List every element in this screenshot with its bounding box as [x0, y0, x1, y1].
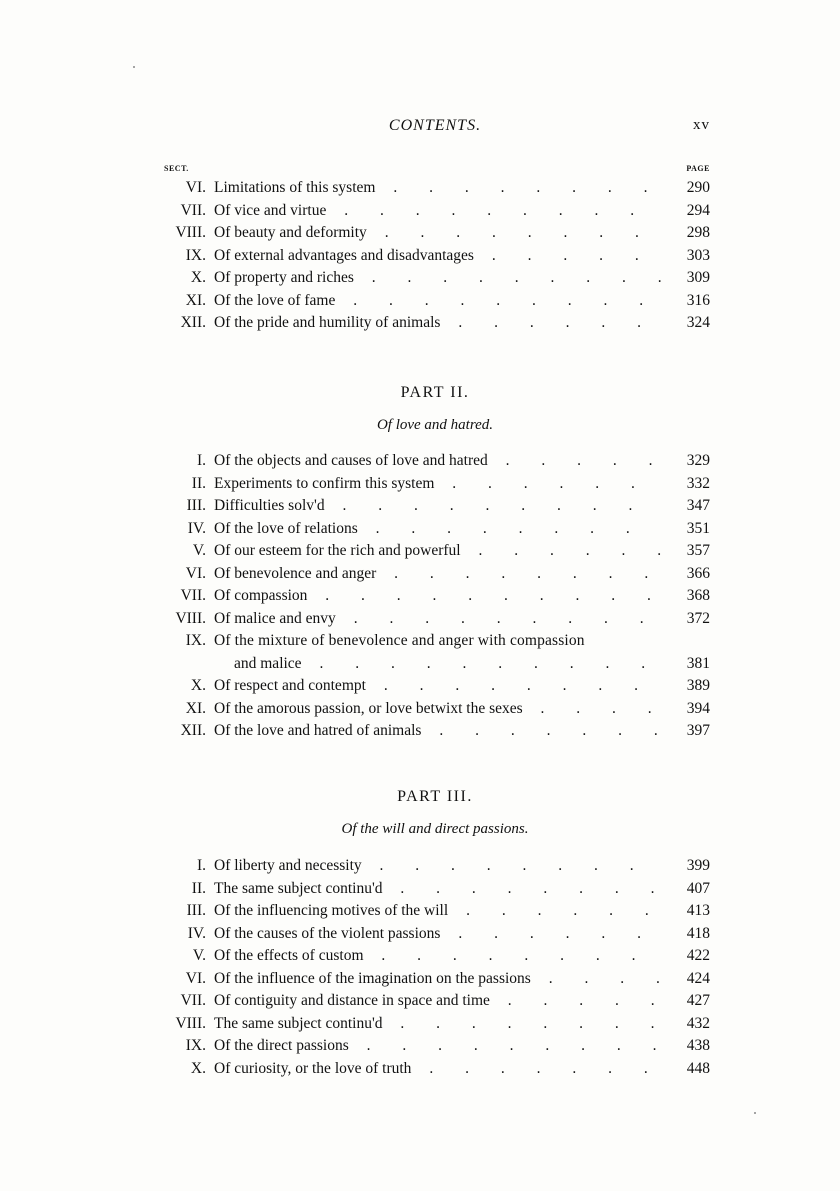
- part-ii-heading: PART II.: [400, 384, 470, 401]
- entry-page: 424: [686, 969, 710, 987]
- entry-number: I.: [196, 857, 206, 874]
- part-iii-subtitle: Of the will and direct passions.: [341, 821, 529, 837]
- toc-list-part-iii: [160, 855, 710, 1080]
- entry-number: X.: [190, 677, 206, 694]
- entry-number: IV.: [187, 924, 206, 942]
- entry-number: III.: [186, 902, 206, 919]
- entry-number: IX.: [185, 1037, 206, 1054]
- entry-title: Of the love of relations . . .: [214, 518, 662, 541]
- entry-title: Of benevolence and anger . . .: [214, 563, 662, 586]
- entry-number: VI.: [185, 564, 206, 582]
- entry-number: X.: [190, 1059, 206, 1077]
- entry-title: Of the amorous passion, or love betwixt the sexes . . .: [214, 698, 662, 721]
- entry-page: 351: [686, 519, 710, 537]
- entry-page: 418: [686, 924, 710, 942]
- toc-entry: [160, 923, 710, 946]
- toc-entry: [160, 473, 710, 496]
- entry-page: 397: [686, 722, 710, 739]
- toc-entry: [160, 585, 710, 608]
- entry-title: Of liberty and necessity . . .: [214, 855, 662, 878]
- toc-entry: [160, 540, 710, 563]
- entry-page: 316: [686, 291, 710, 309]
- entry-title: Of property and riches . . .: [214, 267, 662, 290]
- entry-title: Of vice and virtue . . .: [214, 200, 662, 223]
- toc-entry: [160, 675, 710, 698]
- entry-title: Of curiosity, or the love of truth . . .: [214, 1058, 662, 1081]
- entry-page: 413: [686, 902, 710, 919]
- toc-entry: [160, 312, 710, 335]
- toc-entry: [160, 222, 710, 245]
- entry-title: Of the direct passions . . .: [214, 1035, 662, 1058]
- entry-title: Of malice and envy . . .: [214, 608, 662, 631]
- entry-page: 407: [686, 879, 710, 897]
- toc-list-part-i: [160, 177, 710, 335]
- toc-entry: [160, 290, 710, 313]
- entry-number: V.: [192, 542, 206, 559]
- toc-entry: [160, 1035, 710, 1058]
- toc-entry: [160, 450, 710, 473]
- entry-number: VII.: [180, 201, 206, 219]
- entry-number: V.: [192, 947, 206, 964]
- entry-number: VIII.: [175, 224, 206, 241]
- toc-entry: [160, 495, 710, 518]
- entry-page: 347: [686, 497, 710, 514]
- entry-title-line-2: and malice . . .: [234, 653, 662, 676]
- entry-number: IX.: [185, 632, 206, 649]
- entry-number: II.: [191, 879, 206, 897]
- toc-entry: [160, 518, 710, 541]
- toc-entry: [160, 945, 710, 968]
- entry-title: Of external advantages and disadvantages . . .: [214, 245, 662, 268]
- toc-entry: [160, 200, 710, 223]
- entry-title: Of the love of fame . . .: [214, 290, 662, 313]
- entry-number: III.: [186, 497, 206, 514]
- entry-page: 381: [686, 654, 710, 672]
- entry-page: 432: [686, 1014, 710, 1032]
- entry-number: XII.: [180, 314, 206, 331]
- entry-page: 372: [686, 609, 710, 627]
- entry-number: VI.: [185, 969, 206, 987]
- section-column-header: SECT.: [164, 164, 189, 173]
- entry-title: Of the pride and humility of animals . . .: [214, 312, 662, 335]
- entry-page: 294: [686, 201, 710, 219]
- toc-entry: [160, 1013, 710, 1036]
- entry-number: VIII.: [175, 1014, 206, 1032]
- entry-page: 438: [686, 1037, 710, 1054]
- toc-list-part-ii: [160, 450, 710, 743]
- toc-entry-continuation: [160, 653, 710, 676]
- toc-entry: [160, 630, 710, 653]
- entry-page: 309: [686, 269, 710, 286]
- entry-number: VIII.: [175, 609, 206, 627]
- entry-number: XI.: [185, 699, 206, 717]
- entry-page: 394: [686, 699, 710, 717]
- toc-entry: [160, 267, 710, 290]
- entry-number: II.: [191, 474, 206, 492]
- entry-page: 324: [686, 314, 710, 331]
- entry-number: VII.: [180, 587, 206, 604]
- entry-title: Of the influencing motives of the will . . .: [214, 900, 662, 923]
- entry-number: IV.: [187, 519, 206, 537]
- entry-page: 448: [686, 1059, 710, 1077]
- entry-title: Difficulties solv'd . . .: [214, 495, 662, 518]
- entry-title: Of contiguity and distance in space and time . . .: [214, 990, 662, 1013]
- page-number: xv: [693, 117, 710, 133]
- paper-speck: [133, 66, 135, 68]
- toc-entry: [160, 608, 710, 631]
- entry-page: 357: [686, 542, 710, 559]
- toc-entry: [160, 878, 710, 901]
- entry-page: 332: [686, 474, 710, 492]
- entry-title: Of the love and hatred of animals . . .: [214, 720, 662, 743]
- toc-entry: [160, 245, 710, 268]
- toc-entry: [160, 1058, 710, 1081]
- entry-title: Limitations of this system . . .: [214, 177, 662, 200]
- entry-number: X.: [190, 269, 206, 286]
- part-ii-subtitle: Of love and hatred.: [376, 417, 494, 433]
- toc-entry: [160, 900, 710, 923]
- entry-title: Of the influence of the imagination on the passions . . .: [214, 968, 662, 991]
- entry-title: Of compassion . . .: [214, 585, 662, 608]
- entry-title-line-1: Of the mixture of benevolence and anger with compassion: [214, 632, 585, 649]
- toc-entry: [160, 855, 710, 878]
- entry-number: VI.: [185, 179, 206, 196]
- entry-number: VII.: [180, 992, 206, 1009]
- entry-page: 422: [686, 947, 710, 964]
- entry-page: 298: [686, 224, 710, 241]
- toc-entry: [160, 968, 710, 991]
- entry-title: Of respect and contempt . . .: [214, 675, 662, 698]
- entry-page: 290: [686, 179, 710, 196]
- entry-title: The same subject continu'd . . .: [214, 1013, 662, 1036]
- entry-title: Of the causes of the violent passions . . .: [214, 923, 662, 946]
- part-iii-heading: PART III.: [397, 788, 473, 805]
- entry-title: The same subject continu'd . . .: [214, 878, 662, 901]
- entry-page: 303: [686, 246, 710, 264]
- column-headers: [164, 164, 710, 178]
- entry-number: IX.: [185, 246, 206, 264]
- page-title: CONTENTS.: [388, 117, 482, 134]
- entry-number: XII.: [180, 722, 206, 739]
- entry-title: Of the objects and causes of love and hatred . . .: [214, 450, 662, 473]
- entry-title: Of our esteem for the rich and powerful . . .: [214, 540, 662, 563]
- entry-page: 427: [686, 992, 710, 1009]
- entry-page: 368: [686, 587, 710, 604]
- toc-entry: [160, 177, 710, 200]
- toc-entry: [160, 563, 710, 586]
- toc-entry: [160, 720, 710, 743]
- entry-number: XI.: [185, 291, 206, 309]
- running-head: [160, 117, 710, 139]
- toc-entry: [160, 990, 710, 1013]
- entry-title: Experiments to confirm this system . . .: [214, 473, 662, 496]
- entry-page: 389: [686, 677, 710, 694]
- entry-page: 366: [686, 564, 710, 582]
- entry-title: Of beauty and deformity . . .: [214, 222, 662, 245]
- entry-page: 329: [686, 452, 710, 469]
- entry-title: Of the effects of custom . . .: [214, 945, 662, 968]
- entry-page: 399: [686, 857, 710, 874]
- paper-speck: [754, 1112, 756, 1114]
- page-column-header: PAGE: [686, 164, 710, 173]
- entry-number: I.: [196, 452, 206, 469]
- toc-entry: [160, 698, 710, 721]
